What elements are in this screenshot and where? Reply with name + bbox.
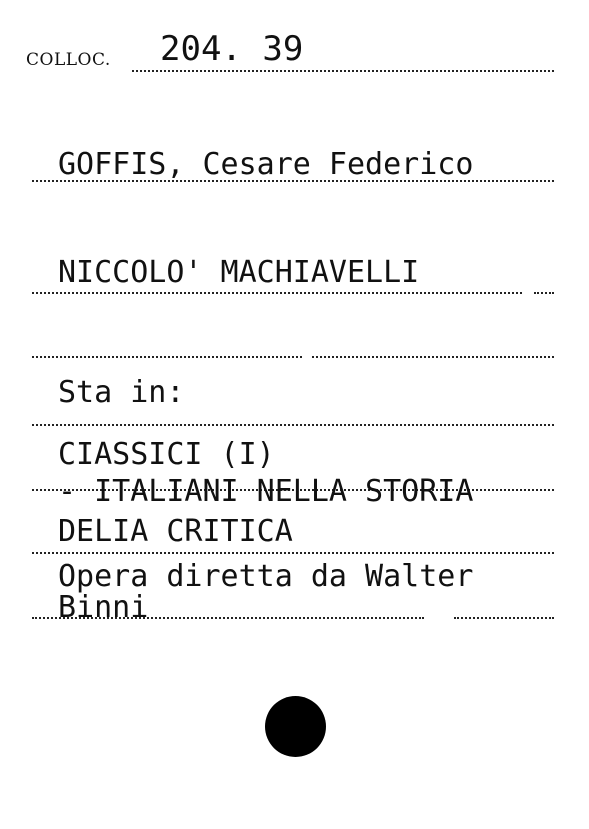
colloc-label: COLLOC. xyxy=(26,50,111,70)
blank-dotted-line xyxy=(32,356,302,358)
work-title: NICCOLO' MACHIAVELLI xyxy=(58,255,420,290)
sta-in-dotted-line xyxy=(32,424,554,426)
punch-hole xyxy=(265,696,326,757)
title-dotted-line-end xyxy=(534,292,554,294)
source-dotted-line-3-end xyxy=(454,617,554,619)
source-line-3: DELIA CRITICA xyxy=(58,514,293,549)
blank-dotted-line-right xyxy=(312,356,554,358)
author-dotted-line xyxy=(32,180,554,182)
source-line-2: - ITALIANI NELLA STORIA xyxy=(58,474,474,509)
source-line-1: CIASSICI (I) xyxy=(58,437,275,472)
colloc-dotted-line xyxy=(132,70,554,72)
shelf-mark: 204. 39 xyxy=(160,29,304,69)
source-line-5: Binni xyxy=(58,590,149,625)
title-dotted-line xyxy=(32,292,522,294)
contained-in-label: Sta in: xyxy=(58,375,185,410)
source-dotted-line-2 xyxy=(32,552,554,554)
source-line-4: Opera diretta da Walter xyxy=(58,559,474,594)
source-dotted-line-3 xyxy=(32,617,424,619)
author-name: GOFFIS, Cesare Federico xyxy=(58,147,474,182)
